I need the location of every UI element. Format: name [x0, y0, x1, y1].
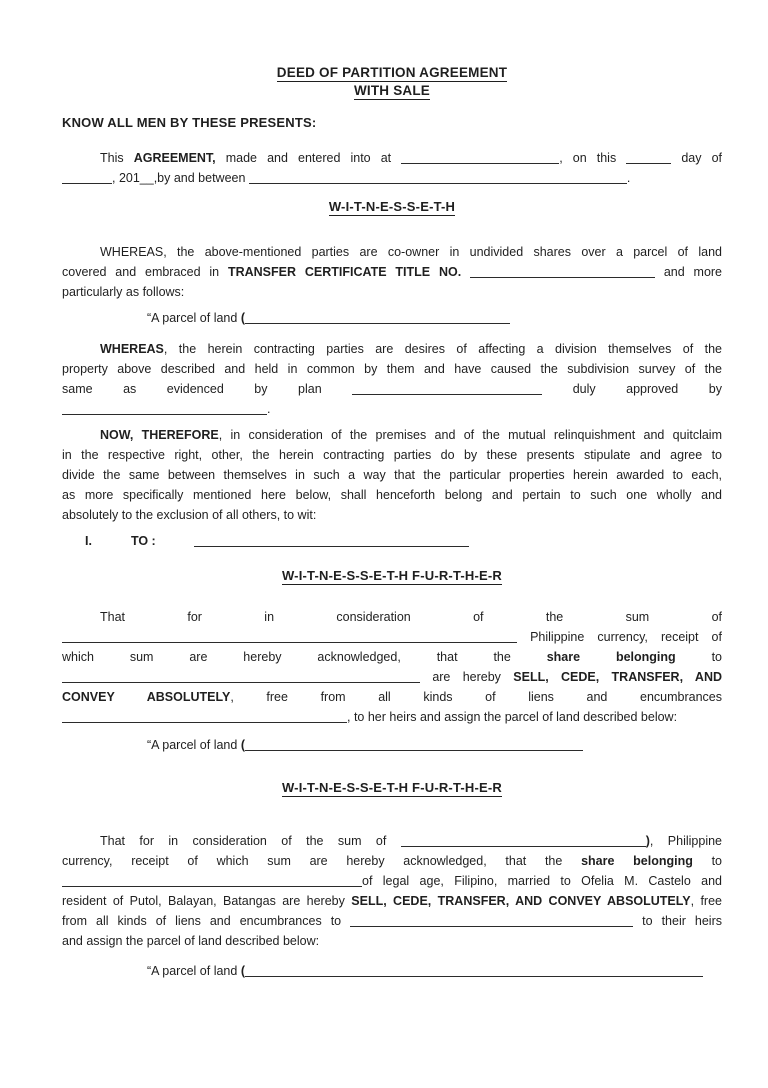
- fill-in-blank: [194, 542, 469, 547]
- doc-line: [62, 359, 722, 379]
- bold-text: CONVEY ABSOLUTELY: [62, 690, 231, 704]
- body-text: from all kinds of liens and encumbrances to: [62, 914, 351, 928]
- body-text: , 201__,by and between: [112, 171, 249, 185]
- doc-line: [62, 425, 722, 445]
- bold-text: TO :: [130, 534, 156, 548]
- doc-line: [62, 735, 722, 755]
- doc-line: [62, 262, 722, 282]
- witnesseth-heading: [62, 198, 722, 216]
- bold-text: SELL, CEDE, TRANSFER, AND: [513, 670, 722, 684]
- doc-line: [62, 148, 722, 168]
- title-text: WITH SALE: [353, 83, 431, 98]
- document-title: [62, 64, 722, 100]
- body-text: That for in consideration of the sum of: [100, 834, 401, 848]
- fill-in-blank: [62, 638, 517, 643]
- witness-heading-text: W-I-T-N-E-S-S-E-T-H F-U-R-T-H-E-R: [281, 780, 503, 795]
- doc-line: [62, 851, 722, 871]
- body-text: particularly as follows:: [62, 285, 185, 299]
- body-text: to: [675, 650, 723, 664]
- bold-text: (: [240, 964, 245, 978]
- body-text: [461, 265, 470, 279]
- fill-in-blank: [62, 718, 347, 723]
- body-text: covered and embraced in: [62, 265, 228, 279]
- body-text: , on this: [559, 151, 627, 165]
- body-text: “A parcel of land: [147, 738, 241, 752]
- body-text: which sum are hereby acknowledged, that the: [62, 650, 547, 664]
- body-text: , in consideration of the premises and of the mutual relinquishment and quitclaim: [218, 428, 722, 442]
- body-text: .: [626, 171, 631, 185]
- parcel-of-land-quote-2: [62, 735, 722, 755]
- body-text: are hereby: [420, 670, 514, 684]
- document-page: [0, 64, 768, 1088]
- body-text: , to her heirs and assign the parcel of land described below:: [347, 710, 678, 724]
- body-text: .: [267, 402, 271, 416]
- doc-line: [62, 931, 722, 951]
- body-text: as more specifically mentioned here below, shall henceforth belong and pertain to such one wholly and: [62, 488, 722, 502]
- now-therefore-paragraph: [62, 425, 722, 525]
- doc-line: [62, 465, 722, 485]
- doc-line: [62, 627, 722, 647]
- body-text: same as evidenced by plan: [62, 382, 353, 396]
- body-text: duly approved by: [542, 382, 722, 396]
- doc-line: [62, 891, 722, 911]
- fill-in-blank: [626, 159, 671, 164]
- body-text: and assign the parcel of land described below:: [62, 934, 320, 948]
- doc-line: [62, 687, 722, 707]
- bold-text: TRANSFER CERTIFICATE TITLE NO.: [227, 265, 462, 279]
- witnesseth-further-heading-2: [62, 779, 722, 797]
- bold-text: share belonging: [546, 650, 676, 664]
- fill-in-blank: [249, 179, 627, 184]
- witness-heading-text: W-I-T-N-E-S-S-E-T-H F-U-R-T-H-E-R: [281, 568, 503, 583]
- doc-line: [62, 308, 722, 328]
- doc-line: [62, 531, 722, 551]
- doc-line: [62, 242, 722, 262]
- fill-in-blank: [245, 972, 703, 977]
- bold-text: I.: [85, 534, 92, 548]
- body-text: Philippine currency, receipt of: [517, 630, 722, 644]
- fill-in-blank: [245, 319, 510, 324]
- bold-text: WHEREAS: [100, 342, 164, 356]
- spacer: [92, 544, 131, 545]
- fill-in-blank: [401, 842, 646, 847]
- consideration-paragraph-1: [62, 607, 722, 727]
- document-title-line: [62, 82, 722, 100]
- consideration-paragraph-2: [62, 831, 722, 951]
- bold-text: SELL, CEDE, TRANSFER, AND CONVEY ABSOLUTELY: [351, 894, 691, 908]
- agreement-intro-paragraph: [62, 148, 722, 188]
- fill-in-blank: [62, 410, 267, 415]
- whereas-coowner-paragraph: [62, 242, 722, 302]
- doc-line: [62, 399, 722, 419]
- body-text: in the respective right, other, the herein contracting parties do by these presents stipulate and agree to: [62, 448, 722, 462]
- body-text: “A parcel of land: [147, 964, 241, 978]
- doc-line: [62, 961, 722, 981]
- bold-text: AGREEMENT,: [133, 151, 216, 165]
- body-text: day of: [671, 151, 723, 165]
- witnesseth-further-heading-1: [62, 567, 722, 585]
- body-text: absolutely to the exclusion of all others, to wit:: [62, 508, 317, 522]
- award-list-item-1: [62, 531, 722, 551]
- spacer: [156, 544, 194, 545]
- body-text: , free from all kinds of liens and encumbrances: [230, 690, 722, 704]
- body-text: property above described and held in common by them and have caused the subdivision survey of the: [62, 362, 722, 376]
- witness-heading-text: W-I-T-N-E-S-S-E-T-H: [328, 199, 456, 214]
- body-text: currency, receipt of which sum are hereby acknowledged, that the: [62, 854, 582, 868]
- document-title-line: [62, 64, 722, 82]
- body-text: This: [100, 151, 134, 165]
- bold-text: share belonging: [581, 854, 693, 868]
- doc-line: [62, 168, 722, 188]
- doc-line: [62, 667, 722, 687]
- body-text: , free: [690, 894, 722, 908]
- body-text: , the herein contracting parties are desires of affecting a division themselves of the: [163, 342, 722, 356]
- body-text: to their heirs: [633, 914, 722, 928]
- fill-in-blank: [401, 159, 559, 164]
- doc-line: [62, 505, 722, 525]
- body-text: divide the same between themselves in such a way that the particular properties herein awarded to each,: [62, 468, 722, 482]
- fill-in-blank: [62, 678, 420, 683]
- bold-text: (: [240, 738, 245, 752]
- body-text: WHEREAS, the above-mentioned parties are co-owner in undivided shares over a parcel of land: [100, 245, 722, 259]
- bold-text: NOW, THEREFORE: [100, 428, 219, 442]
- parcel-of-land-quote-1: [62, 308, 722, 328]
- fill-in-blank: [62, 179, 112, 184]
- title-text: DEED OF PARTITION AGREEMENT: [276, 65, 508, 80]
- body-text: and more: [655, 265, 723, 279]
- doc-line: [62, 379, 722, 399]
- bold-text: (: [240, 311, 245, 325]
- body-text: “A parcel of land: [147, 311, 241, 325]
- fill-in-blank: [245, 746, 583, 751]
- body-text: of legal age, Filipino, married to Ofelia M. Castelo and: [362, 874, 722, 888]
- fill-in-blank: [62, 882, 362, 887]
- body-text: , Philippine: [649, 834, 723, 848]
- doc-line: [62, 911, 722, 931]
- doc-line: [62, 831, 722, 851]
- fill-in-blank: [352, 390, 542, 395]
- doc-line: [62, 707, 722, 727]
- doc-line: [62, 607, 722, 627]
- opening-declaration: KNOW ALL MEN BY THESE PRESENTS:: [62, 115, 317, 130]
- parcel-of-land-quote-3: [62, 961, 722, 981]
- doc-line: [62, 871, 722, 891]
- body-text: to: [692, 854, 722, 868]
- fill-in-blank: [350, 922, 633, 927]
- fill-in-blank: [470, 273, 655, 278]
- doc-line: [62, 445, 722, 465]
- whereas-subdivision-paragraph: [62, 339, 722, 419]
- body-text: made and entered into at: [215, 151, 402, 165]
- body-text: resident of Putol, Balayan, Batangas are hereby: [62, 894, 352, 908]
- doc-line: [62, 282, 722, 302]
- body-text: That for in consideration of the sum of: [100, 610, 722, 624]
- doc-line: [62, 485, 722, 505]
- bold-text: ): [645, 834, 650, 848]
- doc-line: [62, 647, 722, 667]
- doc-line: [62, 339, 722, 359]
